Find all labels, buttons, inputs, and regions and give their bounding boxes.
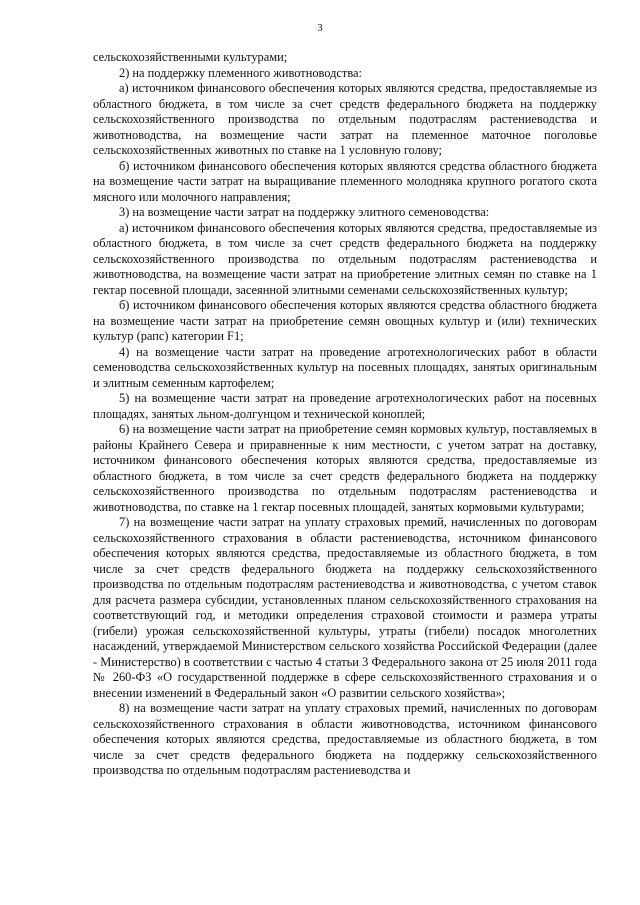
paragraph-item-2b: б) источником финансового обеспечения которых являются средства областного бюджета на возмещение части затрат на выращивание племенного молодняка крупного рогатого скота мясного или молочного направления; [93,158,597,204]
paragraph-continuation: сельскохозяйственными культурами; [93,50,288,64]
page-number: 3 [317,23,323,34]
paragraph-item-5: 5) на возмещение части затрат на проведение агротехнологических работ на посевных площадях, занятых льном-долгунцом и технической коноплей; [93,391,597,421]
document-body [93,50,597,779]
paragraph-item-3: 3) на возмещение части затрат на поддержку элитного семеноводства: [119,205,490,219]
paragraph-item-6: 6) на возмещение части затрат на приобретение семян кормовых культур, поставляемых в районы Крайнего Севера и приравненные к ним местности, с учетом затрат на доставку, источником финансового обеспечения которых являются средства, предоставляемые из областного бюджета, в том числе за счет средств федерального бюджета на поддержку сельскохозяйственного производства по отдельным подотраслям растениеводства и животноводства, по ставке на 1 гектар посевных площадей, занятых кормовыми культурами; [93,422,597,514]
paragraph-item-8: 8) на возмещение части затрат на уплату страховых премий, начисленных по договорам сельскохозяйственного страхования в области животноводства, источником финансового обеспечения которых являются средства, предоставляемые из областного бюджета, в том числе за счет средств федерального бюджета на поддержку сельскохозяйственного производства по отдельным подотраслям растениеводства и [93,701,597,777]
paragraph-item-4: 4) на возмещение части затрат на проведение агротехнологических работ в области семеноводства сельскохозяйственных культур на посевных площадях, занятых оригинальным и элитным семенным картофелем; [93,344,597,390]
paragraph-item-2: 2) на поддержку племенного животноводства: [119,65,362,80]
paragraph-item-7: 7) на возмещение части затрат на уплату страховых премий, начисленных по договорам сельскохозяйственного страхования в области растениеводства, источником финансового обеспечения которых являются средства, предоставляемые из областного бюджета, в том числе за счет средств федерального бюджета на поддержку сельскохозяйственного производства по отдельным подотраслям растениеводства и животноводства, с учетом ставок для расчета размера субсидии, установленных планом сельскохозяйственного страхования на соответствующий год, и методики определения страховой стоимости и размера утраты (гибели) урожая сельскохозяйственной культуры, утраты (гибели) посадок многолетних насаждений, утверждаемой Министерством сельского хозяйства Российской Федерации (далее - Министерство) в соответствии с частью 4 статьи 3 Федерального закона от 25 июля 2011 года № 260-ФЗ «О государственной поддержке в сфере сельскохозяйственного страхования и о внесении изменений в Федеральный закон «О развитии сельского хозяйства»; [93,515,597,700]
paragraph-item-3a: а) источником финансового обеспечения которых являются средства, предоставляемые из областного бюджета, в том числе за счет средств федерального бюджета на поддержку сельскохозяйственного производства по отдельным подотраслям растениеводства и животноводства, на возмещение части затрат на приобретение элитных семян по ставке на 1 гектар посевной площади, засеянной элитными семенами сельскохозяйственных культур; [93,220,597,297]
paragraph-item-3b: б) источником финансового обеспечения которых являются средства областного бюджета на возмещение части затрат на приобретение семян овощных культур и (или) технических культур (рапс) категории F1; [93,298,597,343]
paragraph-item-2a: а) источником финансового обеспечения которых являются средства, предоставляемые из областного бюджета, в том числе за счет средств федерального бюджета на поддержку сельскохозяйственного производства по отдельным подотраслям растениеводства и животноводства, на возмещение части затрат на племенное маточное поголовье сельскохозяйственных животных по ставке на 1 условную голову; [93,81,597,157]
